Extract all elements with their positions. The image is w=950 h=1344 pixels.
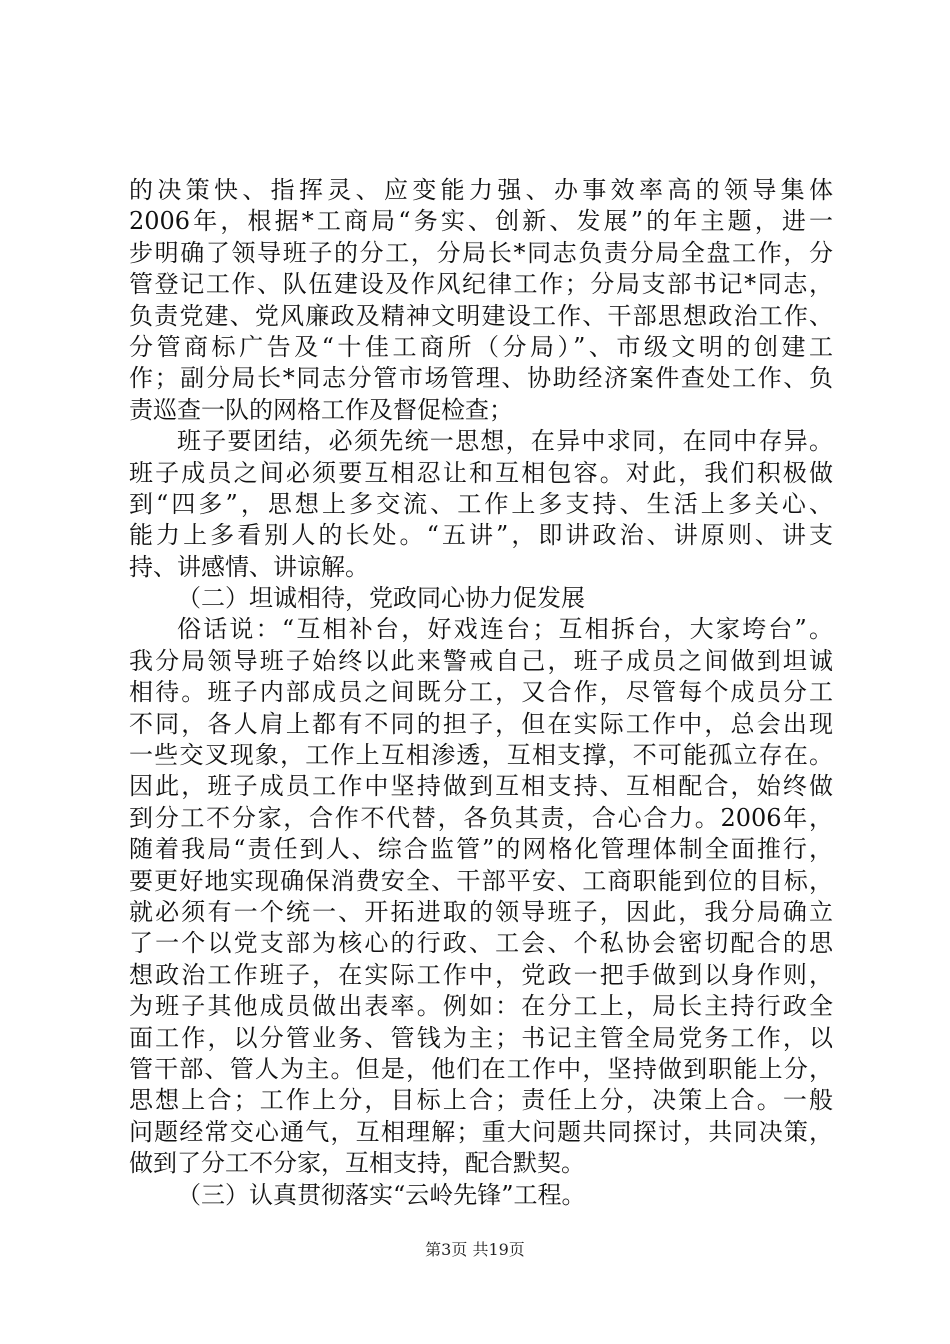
text-line: 持、讲感情、讲谅解。 bbox=[129, 552, 369, 581]
text-line: 作；副分局长*同志分管市场管理、协助经济案件查处工作、负 bbox=[129, 364, 833, 393]
text-line: 相待。班子内部成员之间既分工，又合作，尽管每个成员分工 bbox=[129, 678, 833, 707]
text-line: 想政治工作班子，在实际工作中，党政一把手做到以身作则， bbox=[129, 960, 833, 989]
text-line: 我分局领导班子始终以此来警戒自己，班子成员之间做到坦诚 bbox=[129, 646, 833, 675]
text-line: 班子成员之间必须要互相忍让和互相包容。对此，我们积极做 bbox=[129, 458, 833, 487]
text-line: 不同，各人肩上都有不同的担子，但在实际工作中，总会出现 bbox=[129, 709, 833, 738]
text-line: 因此，班子成员工作中坚持做到互相支持、互相配合，始终做 bbox=[129, 772, 833, 801]
text-line: 一些交叉现象，工作上互相渗透，互相支撑，不可能孤立存在。 bbox=[129, 741, 833, 770]
text-line: 步明确了领导班子的分工，分局长*同志负责分局全盘工作，分 bbox=[129, 238, 833, 267]
text-line: 思想上合；工作上分，目标上合；责任上分，决策上合。一般 bbox=[129, 1086, 833, 1115]
text-line: 责巡查一队的网格工作及督促检查； bbox=[129, 395, 513, 424]
document-body bbox=[129, 175, 833, 1211]
text-line: 就必须有一个统一、开拓进取的领导班子，因此，我分局确立 bbox=[129, 897, 833, 926]
text-line: 分管商标广告及“十佳工商所（分局）”、市级文明的创建工 bbox=[129, 332, 833, 361]
text-line: 要更好地实现确保消费安全、干部平安、工商职能到位的目标， bbox=[129, 866, 833, 895]
text-line: 面工作，以分管业务、管钱为主；书记主管全局党务工作，以 bbox=[129, 1023, 833, 1052]
text-line: 管干部、管人为主。但是，他们在工作中，坚持做到职能上分， bbox=[129, 1054, 833, 1083]
text-line: 2006年，根据*工商局“务实、创新、发展”的年主题，进一 bbox=[129, 207, 833, 236]
text-line: 能力上多看别人的长处。“五讲”，即讲政治、讲原则、讲支 bbox=[129, 521, 833, 550]
text-line: 俗话说：“互相补台，好戏连台；互相拆台，大家垮台”。 bbox=[177, 615, 833, 644]
text-line: 到“四多”，思想上多交流、工作上多支持、生活上多关心、 bbox=[129, 489, 833, 518]
text-line: （二）坦诚相待，党政同心协力促发展 bbox=[177, 584, 585, 613]
text-line: 了一个以党支部为核心的行政、工会、个私协会密切配合的思 bbox=[129, 929, 833, 958]
text-line: 到分工不分家，合作不代替，各负其责，合心合力。2006年， bbox=[129, 803, 833, 832]
text-line: 做到了分工不分家，互相支持，配合默契。 bbox=[129, 1149, 585, 1178]
text-line: （三）认真贯彻落实“云岭先锋”工程。 bbox=[177, 1180, 586, 1209]
text-line: 的决策快、指挥灵、应变能力强、办事效率高的领导集体 bbox=[129, 176, 833, 204]
text-line: 为班子其他成员做出表率。例如：在分工上，局长主持行政全 bbox=[129, 992, 833, 1021]
text-line: 负责党建、党风廉政及精神文明建设工作、干部思想政治工作、 bbox=[129, 301, 833, 330]
text-line: 班子要团结，必须先统一思想，在异中求同，在同中存异。 bbox=[177, 427, 833, 456]
text-line: 随着我局“责任到人、综合监管”的网格化管理体制全面推行， bbox=[129, 835, 833, 864]
page-footer bbox=[0, 1237, 950, 1260]
page-number: 第3页 共19页 bbox=[425, 1240, 525, 1259]
text-line: 管登记工作、队伍建设及作风纪律工作；分局支部书记*同志， bbox=[129, 270, 833, 299]
text-line: 问题经常交心通气，互相理解；重大问题共同探讨，共同决策， bbox=[129, 1117, 833, 1146]
